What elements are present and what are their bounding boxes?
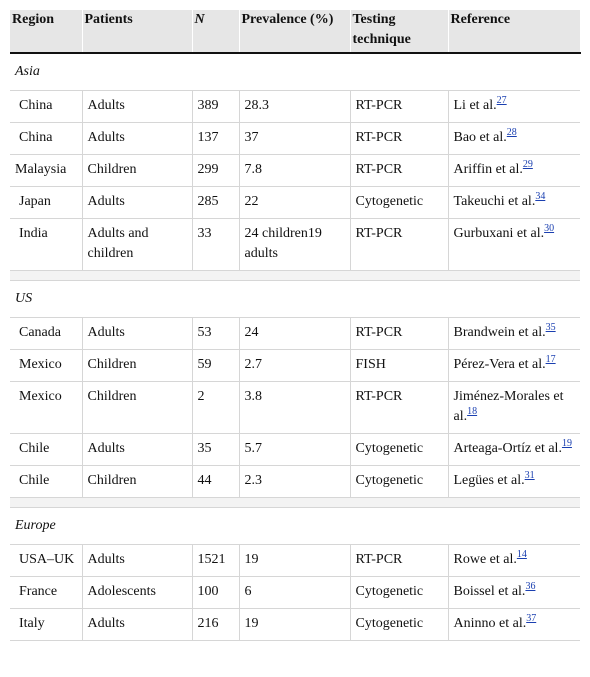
citation-link[interactable]: 19	[561, 438, 572, 450]
citation-superscript	[526, 611, 536, 624]
cell-n: 1521	[192, 545, 239, 577]
cell-reference	[448, 318, 580, 350]
cell-patients: Adults	[82, 187, 192, 219]
citation-superscript	[562, 436, 572, 449]
cell-technique: Cytogenetic	[350, 609, 448, 641]
cell-region: USA–UK	[10, 545, 82, 577]
cell-prevalence: 24 children19 adults	[239, 219, 350, 271]
citation-superscript	[523, 157, 533, 170]
cell-n: 59	[192, 350, 239, 382]
cell-prevalence: 6	[239, 577, 350, 609]
reference-authors: Aninno et al.	[453, 616, 527, 631]
cell-region: China	[10, 91, 82, 123]
reference-authors: Arteaga-Ortíz et al.	[453, 441, 562, 456]
prevalence-table	[10, 10, 581, 641]
table-row	[10, 466, 580, 498]
reference-authors: Pérez-Vera et al.	[453, 357, 546, 372]
reference-authors: Rowe et al.	[453, 552, 517, 567]
citation-superscript	[467, 404, 477, 417]
cell-region: India	[10, 219, 82, 271]
table-row	[10, 91, 580, 123]
cell-technique: FISH	[350, 350, 448, 382]
reference-authors: Ariffin et al.	[453, 162, 523, 177]
cell-technique: RT-PCR	[350, 155, 448, 187]
cell-n: 2	[192, 382, 239, 434]
table-row	[10, 577, 580, 609]
cell-reference	[448, 466, 580, 498]
cell-reference	[448, 609, 580, 641]
cell-prevalence: 22	[239, 187, 350, 219]
section-spacer	[10, 271, 580, 281]
reference-authors: Gurbuxani et al.	[453, 226, 545, 241]
spacer-cell	[10, 498, 580, 508]
citation-link[interactable]: 29	[522, 159, 533, 171]
section-heading-row	[10, 281, 580, 318]
cell-patients: Adults	[82, 123, 192, 155]
cell-patients: Children	[82, 466, 192, 498]
reference-authors: Takeuchi et al.	[453, 194, 536, 209]
table-header	[10, 10, 580, 53]
header-patients: Patients	[82, 10, 192, 53]
citation-superscript	[535, 189, 545, 202]
cell-reference	[448, 123, 580, 155]
cell-patients: Children	[82, 350, 192, 382]
header-region: Region	[10, 10, 82, 53]
citation-link[interactable]: 34	[535, 191, 546, 203]
cell-technique: RT-PCR	[350, 545, 448, 577]
cell-prevalence: 37	[239, 123, 350, 155]
table-row	[10, 219, 580, 271]
cell-prevalence: 5.7	[239, 434, 350, 466]
reference-authors: Legües et al.	[453, 473, 525, 488]
spacer-cell	[10, 271, 580, 281]
citation-link[interactable]: 37	[526, 613, 537, 625]
reference-authors: Jiménez-Morales et al.	[453, 389, 564, 424]
citation-link[interactable]: 28	[506, 127, 517, 139]
table-row	[10, 350, 580, 382]
cell-n: 100	[192, 577, 239, 609]
cell-technique: Cytogenetic	[350, 466, 448, 498]
cell-technique: Cytogenetic	[350, 577, 448, 609]
section-heading-row	[10, 53, 580, 91]
header-n: N	[192, 10, 239, 53]
cell-region: Chile	[10, 466, 82, 498]
citation-link[interactable]: 27	[496, 95, 507, 107]
header-reference: Reference	[448, 10, 580, 53]
cell-reference	[448, 91, 580, 123]
cell-n: 285	[192, 187, 239, 219]
cell-technique: Cytogenetic	[350, 187, 448, 219]
cell-patients: Adolescents	[82, 577, 192, 609]
cell-n: 389	[192, 91, 239, 123]
citation-superscript	[525, 468, 535, 481]
reference-authors: Li et al.	[453, 98, 497, 113]
cell-prevalence: 7.8	[239, 155, 350, 187]
header-prevalence: Prevalence (%)	[239, 10, 350, 53]
cell-technique: RT-PCR	[350, 123, 448, 155]
cell-n: 299	[192, 155, 239, 187]
cell-patients: Adults	[82, 434, 192, 466]
section-heading: Asia	[10, 53, 580, 91]
cell-n: 33	[192, 219, 239, 271]
section-heading: Europe	[10, 508, 580, 545]
reference-authors: Boissel et al.	[453, 584, 526, 599]
citation-superscript	[525, 579, 535, 592]
cell-region: Malaysia	[10, 155, 82, 187]
cell-prevalence: 24	[239, 318, 350, 350]
cell-prevalence: 2.7	[239, 350, 350, 382]
section-heading: US	[10, 281, 580, 318]
cell-region: Italy	[10, 609, 82, 641]
cell-n: 216	[192, 609, 239, 641]
citation-superscript	[544, 221, 554, 234]
cell-n: 53	[192, 318, 239, 350]
section-heading-row	[10, 508, 580, 545]
citation-link[interactable]: 17	[545, 354, 556, 366]
citation-superscript	[497, 93, 507, 106]
cell-patients: Children	[82, 155, 192, 187]
citation-link[interactable]: 30	[544, 223, 555, 235]
cell-prevalence: 28.3	[239, 91, 350, 123]
cell-technique: RT-PCR	[350, 219, 448, 271]
cell-reference	[448, 545, 580, 577]
cell-reference	[448, 350, 580, 382]
cell-prevalence: 19	[239, 545, 350, 577]
table-row	[10, 434, 580, 466]
cell-reference	[448, 155, 580, 187]
citation-superscript	[546, 320, 556, 333]
cell-reference	[448, 187, 580, 219]
citation-link[interactable]: 14	[516, 549, 527, 561]
cell-region: China	[10, 123, 82, 155]
cell-region: Mexico	[10, 382, 82, 434]
header-technique: Testing technique	[350, 10, 448, 53]
citation-link[interactable]: 36	[525, 581, 536, 593]
cell-prevalence: 2.3	[239, 466, 350, 498]
citation-superscript	[507, 125, 517, 138]
cell-prevalence: 3.8	[239, 382, 350, 434]
table-body	[10, 53, 580, 641]
cell-technique: RT-PCR	[350, 91, 448, 123]
reference-authors: Bao et al.	[453, 130, 507, 145]
table-row	[10, 187, 580, 219]
cell-n: 44	[192, 466, 239, 498]
cell-n: 137	[192, 123, 239, 155]
cell-region: Mexico	[10, 350, 82, 382]
cell-reference	[448, 577, 580, 609]
cell-patients: Adults and children	[82, 219, 192, 271]
table-row	[10, 609, 580, 641]
table-row	[10, 318, 580, 350]
cell-patients: Children	[82, 382, 192, 434]
cell-reference	[448, 219, 580, 271]
cell-patients: Adults	[82, 545, 192, 577]
cell-region: Japan	[10, 187, 82, 219]
cell-patients: Adults	[82, 318, 192, 350]
cell-region: Canada	[10, 318, 82, 350]
table-row	[10, 382, 580, 434]
cell-prevalence: 19	[239, 609, 350, 641]
citation-link[interactable]: 31	[524, 470, 535, 482]
section-spacer	[10, 498, 580, 508]
citation-link[interactable]: 18	[467, 406, 478, 418]
table-row	[10, 155, 580, 187]
cell-n: 35	[192, 434, 239, 466]
table-row	[10, 545, 580, 577]
cell-patients: Adults	[82, 91, 192, 123]
cell-reference	[448, 382, 580, 434]
cell-technique: RT-PCR	[350, 382, 448, 434]
cell-reference	[448, 434, 580, 466]
cell-technique: RT-PCR	[350, 318, 448, 350]
cell-region: France	[10, 577, 82, 609]
citation-superscript	[546, 352, 556, 365]
citation-superscript	[517, 547, 527, 560]
cell-region: Chile	[10, 434, 82, 466]
cell-patients: Adults	[82, 609, 192, 641]
cell-technique: Cytogenetic	[350, 434, 448, 466]
citation-link[interactable]: 35	[545, 322, 556, 334]
reference-authors: Brandwein et al.	[453, 325, 546, 340]
table-row	[10, 123, 580, 155]
